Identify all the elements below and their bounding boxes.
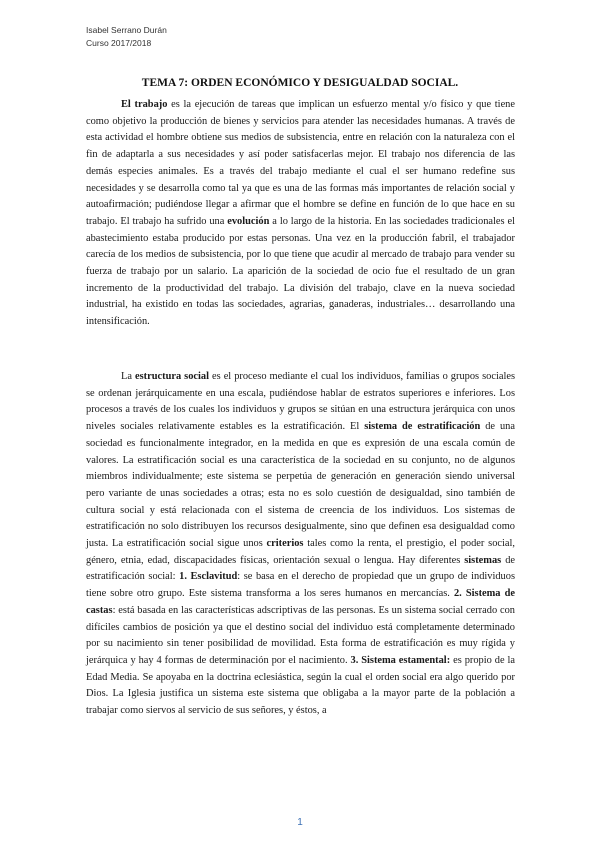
page-number: 1 [297, 817, 303, 828]
term-sistema-estamental: 3. Sistema estamental: [350, 654, 451, 666]
paragraph-trabajo [86, 97, 515, 331]
paragraph-text: a lo largo de la historia. En las sociedades tradicionales el abastecimiento estaba producido por estas personas. Una vez en la producción fabril, el trabajador carecía de los medios de subsistencia, por lo que tiene que acudir al mercado de trabajo para vender su fuerza de trabajo por un salario. La aparición de la sociedad de ocio fue el resultado de un gran incremento de la productividad del trabajo. La división del trabajo, clave en la nueva sociedad industrial, ha existido en todas las sociedades, agrarias, ganaderas, industriales… desarrollando una intensificación. [86, 215, 515, 328]
paragraph-text: es propio de la Edad Media. Se apoyaba en la doctrina eclesiástica, según la cual el orden social era algo querido por Dios. La Iglesia justifica un sistema este sistema que obligaba a la mayor parte de la población a trabajar como siervos al servicio de sus señores, y éstos, a [86, 654, 516, 717]
term-sistemas: sistemas [464, 554, 502, 566]
page-header [86, 24, 167, 50]
term-sistema-castas: 2. Sistema de castas [86, 588, 515, 616]
term-esclavitud: 1. Esclavitud [179, 571, 238, 583]
author-name: Isabel Serrano Durán [86, 25, 167, 35]
term-sistema-estratificacion: sistema de estratificación [364, 421, 481, 433]
paragraph-text: es la ejecución de tareas que implican un esfuerzo mental y/o físico y que tiene como objetivo la producción de bienes y servicios para atender las necesidades humanas. A través de esta actividad el hombre obtiene sus medios de subsistencia, entre en relación con la naturaleza con el fin de adaptarla a sus necesidades y así poder satisfacerlas mejor. El trabajo nos diferencia de las demás especies animales. Es a través del trabajo mediante el cual el ser humano redefine sus necesidades y se desarrolla como tal ya que es una de las formas más importantes de relación social y autoafirmación; pudiéndose llegar a afirmar que el hombre se define en función de lo que hace en su trabajo. El trabajo ha sufrido una [86, 99, 515, 227]
paragraph-text: : está basada en las características adscriptivas de las personas. Es un sistema social cerrado con difíciles cambios de posición ya que el destino social del individuo está completamente determinado por su nacimiento sin tener posibilidad de movilidad. Esta forma de estratificación es muy rígida y jerárquica y hay 4 formas de determinación por el nacimiento. [86, 604, 515, 666]
paragraph-text: : se basa en el derecho de propiedad que un grupo de individuos tiene sobre otro grupo. Este sistema transforma a los seres humanos en mercancías. [86, 571, 515, 600]
paragraph-text: es el proceso mediante el cual los individuos, familias o grupos sociales se ordenan jerárquicamente en una escala, pudiéndose hablar de estratos superiores e inferiores. Los procesos a través de los cuales los individuos y grupos se sitúan en una estructura jerárquica con unos niveles sociales relativamente estables es la estratificación. El [86, 371, 516, 433]
course-year: Curso 2017/2018 [86, 38, 152, 48]
paragraph-text: de una sociedad es funcionalmente integrador, en la medida en que es expresión de una escala común de valores. La estratificación social es una característica de la sociedad en su conjunto, no de algunos miembros individualmente; este sistema se perpetúa de generación en generación siendo universal pero variante de unas sociedades a otras; esta no es solo cuestión de desigualdad, sino también de cultura social y está relacionada con el sistema de creencia de los individuos. Los sistemas de estratificación no solo distribuyen los recursos desigualmente, sino que definen esa desigualdad como justa. La estratificación social sigue unos [86, 421, 515, 550]
term-evolucion: evolución [227, 215, 270, 227]
paragraph-text: de estratificación social: [86, 554, 515, 583]
paragraph-estructura-social [86, 369, 515, 720]
paragraph-text: La [121, 371, 135, 382]
term-criterios: criterios [266, 538, 304, 550]
term-trabajo: El trabajo [121, 99, 168, 110]
paragraph-text: tales como la renta, el prestigio, el poder social, género, etnia, edad, discapacidades físicas, orientación sexual o lengua. Hay diferentes [86, 538, 515, 566]
term-estructura-social: estructura social [134, 371, 209, 382]
document-title: TEMA 7: ORDEN ECONÓMICO Y DESIGUALDAD SOCIAL. [141, 77, 459, 89]
